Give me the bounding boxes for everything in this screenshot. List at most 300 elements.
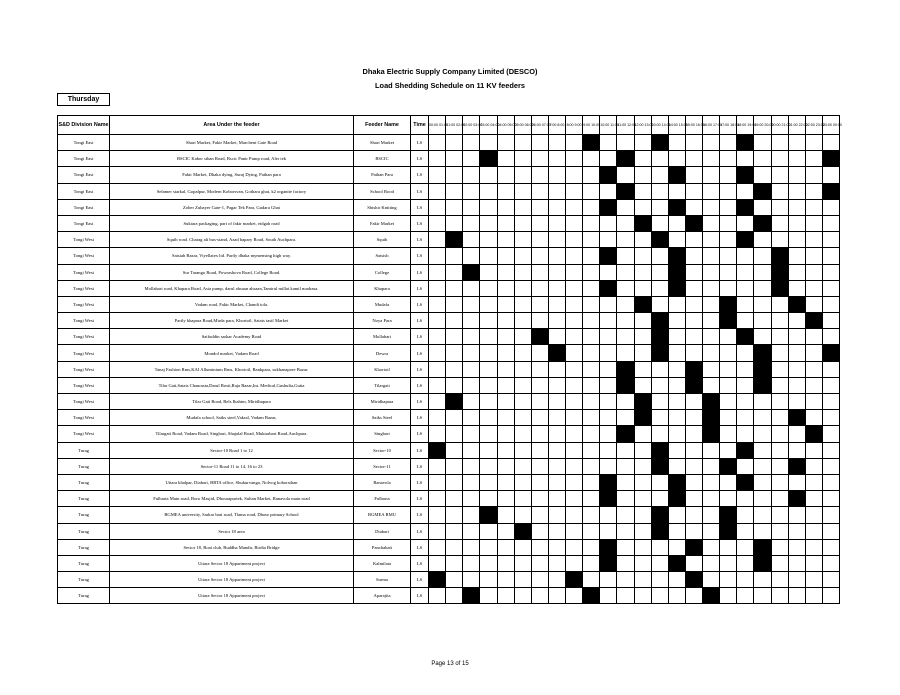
slot-cell: [617, 458, 634, 474]
slot-cell: [463, 361, 480, 377]
slot-cell: [720, 135, 737, 151]
slot-cell: [720, 555, 737, 571]
table-row: [58, 572, 840, 588]
slot-cell: [771, 539, 788, 555]
slot-cell: [737, 410, 754, 426]
slot-cell: [531, 426, 548, 442]
slot-cell: [463, 167, 480, 183]
feeder-cell: Squib: [354, 232, 411, 248]
slot-cell: [463, 135, 480, 151]
area-cell: Mondol market, Vadam Road: [110, 345, 354, 361]
slot-cell: [822, 167, 839, 183]
slot-cell: [429, 394, 446, 410]
slot-cell: [703, 296, 720, 312]
slot-cell: [668, 426, 685, 442]
slot-cell: [566, 313, 583, 329]
division-cell: Turag: [58, 491, 110, 507]
slot-cell: [497, 345, 514, 361]
slot-cell: [805, 572, 822, 588]
slot-cell: [497, 361, 514, 377]
table-row: [58, 167, 840, 183]
slot-cell: [754, 280, 771, 296]
slot-cell: [497, 474, 514, 490]
shedding-slot-cell: [600, 491, 617, 507]
division-cell: Tongi West: [58, 296, 110, 312]
slot-cell: [651, 491, 668, 507]
slot-cell: [497, 410, 514, 426]
slot-cell: [583, 361, 600, 377]
slot-cell: [754, 458, 771, 474]
slot-cell: [703, 313, 720, 329]
slot-cell: [788, 313, 805, 329]
slot-cell: [651, 183, 668, 199]
slot-cell: [600, 442, 617, 458]
division-cell: Tongi West: [58, 264, 110, 280]
shedding-slot-cell: [685, 361, 702, 377]
slot-cell: [548, 313, 565, 329]
slot-cell: [805, 394, 822, 410]
slot-cell: [600, 135, 617, 151]
slot-cell: [583, 248, 600, 264]
slot-cell: [668, 232, 685, 248]
slot-cell: [771, 442, 788, 458]
time-slot-header: 04:00 05:00: [497, 116, 514, 135]
slot-cell: [600, 523, 617, 539]
slot-cell: [634, 523, 651, 539]
slot-cell: [600, 329, 617, 345]
slot-cell: [822, 280, 839, 296]
slot-cell: [651, 572, 668, 588]
time-cell: LS: [411, 410, 429, 426]
slot-cell: [720, 491, 737, 507]
slot-cell: [548, 329, 565, 345]
slot-cell: [548, 410, 565, 426]
slot-cell: [720, 264, 737, 280]
slot-cell: [463, 426, 480, 442]
slot-cell: [668, 215, 685, 231]
shedding-slot-cell: [634, 296, 651, 312]
time-cell: LS: [411, 151, 429, 167]
slot-cell: [788, 183, 805, 199]
slot-cell: [583, 572, 600, 588]
slot-cell: [822, 199, 839, 215]
slot-cell: [720, 248, 737, 264]
slot-cell: [805, 539, 822, 555]
area-cell: BSCIC Kabor sthan Road, Bscic Panir Pump road, Aler tek: [110, 151, 354, 167]
slot-cell: [822, 588, 839, 604]
shedding-slot-cell: [600, 199, 617, 215]
slot-cell: [514, 248, 531, 264]
slot-cell: [429, 232, 446, 248]
slot-cell: [651, 377, 668, 393]
slot-cell: [788, 555, 805, 571]
slot-cell: [771, 232, 788, 248]
slot-cell: [514, 491, 531, 507]
shedding-slot-cell: [600, 539, 617, 555]
slot-cell: [566, 410, 583, 426]
slot-cell: [497, 232, 514, 248]
slot-cell: [651, 264, 668, 280]
slot-cell: [737, 523, 754, 539]
slot-cell: [685, 588, 702, 604]
table-row: [58, 539, 840, 555]
shedding-slot-cell: [720, 313, 737, 329]
slot-cell: [617, 280, 634, 296]
slot-cell: [566, 264, 583, 280]
slot-cell: [531, 523, 548, 539]
division-cell: Tongi West: [58, 361, 110, 377]
slot-cell: [463, 458, 480, 474]
time-slot-header: 17:00 18:00: [720, 116, 737, 135]
area-cell: Sector-10 Road 1 to 12: [110, 442, 354, 458]
slot-cell: [634, 474, 651, 490]
slot-cell: [788, 426, 805, 442]
slot-cell: [497, 572, 514, 588]
slot-cell: [634, 232, 651, 248]
shedding-slot-cell: [446, 232, 463, 248]
slot-cell: [651, 361, 668, 377]
slot-cell: [480, 215, 497, 231]
slot-cell: [446, 491, 463, 507]
slot-cell: [480, 361, 497, 377]
slot-cell: [583, 539, 600, 555]
slot-cell: [634, 345, 651, 361]
shedding-slot-cell: [788, 296, 805, 312]
slot-cell: [583, 329, 600, 345]
slot-cell: [634, 507, 651, 523]
slot-cell: [737, 588, 754, 604]
feeder-cell: Mollabari: [354, 329, 411, 345]
shedding-slot-cell: [617, 361, 634, 377]
slot-cell: [429, 426, 446, 442]
time-header: Time: [411, 116, 429, 135]
slot-cell: [531, 345, 548, 361]
table-row: [58, 151, 840, 167]
slot-cell: [754, 248, 771, 264]
shedding-slot-cell: [703, 426, 720, 442]
slot-cell: [446, 361, 463, 377]
time-cell: LS: [411, 135, 429, 151]
area-cell: Suktara packaging, part of fakir market, eidgah road: [110, 215, 354, 231]
slot-cell: [566, 458, 583, 474]
slot-cell: [651, 426, 668, 442]
slot-cell: [497, 507, 514, 523]
slot-cell: [531, 458, 548, 474]
slot-cell: [617, 215, 634, 231]
slot-cell: [754, 135, 771, 151]
slot-cell: [514, 167, 531, 183]
slot-cell: [548, 232, 565, 248]
slot-cell: [548, 199, 565, 215]
slot-cell: [583, 555, 600, 571]
table-row: [58, 458, 840, 474]
shedding-slot-cell: [703, 588, 720, 604]
slot-cell: [531, 394, 548, 410]
slot-cell: [617, 394, 634, 410]
time-cell: LS: [411, 313, 429, 329]
slot-cell: [617, 199, 634, 215]
area-cell: Mudafa school, Saiks steel,Vakral, Vadam Bazar,: [110, 410, 354, 426]
shedding-slot-cell: [600, 248, 617, 264]
slot-cell: [737, 215, 754, 231]
time-cell: LS: [411, 507, 429, 523]
shedding-slot-cell: [583, 588, 600, 604]
slot-cell: [463, 410, 480, 426]
slot-cell: [463, 329, 480, 345]
slot-cell: [429, 539, 446, 555]
slot-cell: [514, 572, 531, 588]
shedding-slot-cell: [720, 507, 737, 523]
slot-cell: [600, 313, 617, 329]
slot-cell: [531, 572, 548, 588]
company-title: Dhaka Electric Supply Company Limited (DESCO): [362, 67, 538, 76]
slot-cell: [685, 474, 702, 490]
shedding-slot-cell: [617, 426, 634, 442]
shedding-slot-cell: [617, 377, 634, 393]
slot-cell: [566, 215, 583, 231]
division-cell: Tongi East: [58, 215, 110, 231]
division-cell: Tongi West: [58, 345, 110, 361]
slot-cell: [634, 426, 651, 442]
division-cell: Tongi West: [58, 280, 110, 296]
slot-cell: [548, 442, 565, 458]
area-cell: Tilar Gati Road, Bels Ibahim, Miridhapara: [110, 394, 354, 410]
slot-cell: [514, 151, 531, 167]
slot-cell: [497, 491, 514, 507]
slot-cell: [805, 248, 822, 264]
slot-cell: [446, 410, 463, 426]
slot-cell: [771, 507, 788, 523]
slot-cell: [771, 426, 788, 442]
slot-cell: [531, 264, 548, 280]
slot-cell: [429, 458, 446, 474]
slot-cell: [668, 410, 685, 426]
feeder-cell: School Rood: [354, 183, 411, 199]
slot-cell: [737, 361, 754, 377]
slot-cell: [583, 199, 600, 215]
time-slot-header: 16:00 17:00: [703, 116, 720, 135]
slot-cell: [548, 523, 565, 539]
division-cell: Tongi East: [58, 183, 110, 199]
table-row: [58, 507, 840, 523]
slot-cell: [583, 394, 600, 410]
slot-cell: [805, 215, 822, 231]
slot-cell: [634, 280, 651, 296]
slot-cell: [583, 232, 600, 248]
slot-cell: [514, 442, 531, 458]
slot-cell: [771, 394, 788, 410]
shedding-slot-cell: [566, 572, 583, 588]
slot-cell: [651, 394, 668, 410]
slot-cell: [480, 588, 497, 604]
shedding-slot-cell: [583, 135, 600, 151]
area-cell: Sector-11 Road 11 to 14, 16 to 23: [110, 458, 354, 474]
slot-cell: [548, 426, 565, 442]
time-slot-header: 20:00 21:00: [771, 116, 788, 135]
slot-cell: [822, 135, 839, 151]
area-header: Area Under the feeder: [110, 116, 354, 135]
slot-cell: [463, 215, 480, 231]
slot-cell: [668, 572, 685, 588]
shedding-slot-cell: [771, 280, 788, 296]
slot-cell: [703, 215, 720, 231]
slot-cell: [703, 345, 720, 361]
slot-cell: [634, 442, 651, 458]
slot-cell: [600, 394, 617, 410]
slot-cell: [463, 572, 480, 588]
day-label: Thursday: [57, 93, 110, 106]
time-cell: LS: [411, 183, 429, 199]
slot-cell: [463, 491, 480, 507]
feeder-cell: Kalmilata: [354, 555, 411, 571]
table-row: [58, 377, 840, 393]
shedding-slot-cell: [600, 280, 617, 296]
slot-cell: [805, 151, 822, 167]
slot-cell: [480, 474, 497, 490]
slot-cell: [685, 199, 702, 215]
slot-cell: [600, 345, 617, 361]
slot-cell: [685, 232, 702, 248]
slot-cell: [548, 572, 565, 588]
table-row: [58, 345, 840, 361]
slot-cell: [788, 215, 805, 231]
slot-cell: [788, 248, 805, 264]
time-slot-header: 8:00 9:00: [566, 116, 583, 135]
slot-cell: [531, 588, 548, 604]
slot-cell: [446, 215, 463, 231]
slot-cell: [822, 296, 839, 312]
slot-cell: [531, 183, 548, 199]
slot-cell: [566, 474, 583, 490]
slot-cell: [771, 296, 788, 312]
slot-cell: [514, 264, 531, 280]
shedding-slot-cell: [651, 345, 668, 361]
time-cell: LS: [411, 474, 429, 490]
division-cell: Tongi West: [58, 410, 110, 426]
slot-cell: [429, 410, 446, 426]
feeder-cell: College: [354, 264, 411, 280]
slot-cell: [668, 329, 685, 345]
area-cell: Partly khapara Road,Mirda para, Khortoil, Satais tasif Market: [110, 313, 354, 329]
time-cell: LS: [411, 264, 429, 280]
slot-cell: [566, 167, 583, 183]
slot-cell: [651, 410, 668, 426]
slot-cell: [497, 426, 514, 442]
slot-cell: [480, 329, 497, 345]
slot-cell: [429, 151, 446, 167]
slot-cell: [429, 167, 446, 183]
area-cell: Tilar Gati,Satais Chaurasta,Darul Bosti,Raja Bazar,Int. Medical,Gushulia,Gutia: [110, 377, 354, 393]
shedding-slot-cell: [754, 183, 771, 199]
slot-cell: [720, 345, 737, 361]
slot-cell: [446, 151, 463, 167]
slot-cell: [703, 135, 720, 151]
slot-cell: [651, 280, 668, 296]
slot-cell: [600, 588, 617, 604]
slot-cell: [822, 313, 839, 329]
slot-cell: [720, 442, 737, 458]
shedding-slot-cell: [754, 377, 771, 393]
slot-cell: [651, 167, 668, 183]
slot-cell: [548, 377, 565, 393]
shedding-slot-cell: [531, 329, 548, 345]
division-cell: Tongi East: [58, 151, 110, 167]
slot-cell: [514, 296, 531, 312]
slot-cell: [720, 183, 737, 199]
slot-cell: [514, 215, 531, 231]
slot-cell: [600, 361, 617, 377]
slot-cell: [737, 248, 754, 264]
slot-cell: [805, 491, 822, 507]
slot-cell: [429, 377, 446, 393]
slot-cell: [634, 555, 651, 571]
division-cell: Turag: [58, 572, 110, 588]
time-cell: LS: [411, 588, 429, 604]
area-cell: Fakir Market, Dhaka dying, Suraj Dying, Pathan para: [110, 167, 354, 183]
slot-cell: [720, 280, 737, 296]
slot-cell: [531, 280, 548, 296]
slot-cell: [566, 588, 583, 604]
slot-cell: [822, 491, 839, 507]
slot-cell: [634, 199, 651, 215]
slot-cell: [805, 555, 822, 571]
slot-cell: [548, 474, 565, 490]
division-cell: Turag: [58, 539, 110, 555]
division-cell: Tongi East: [58, 135, 110, 151]
feeder-cell: Khapara: [354, 280, 411, 296]
slot-cell: [703, 199, 720, 215]
division-cell: Turag: [58, 442, 110, 458]
shedding-slot-cell: [822, 345, 839, 361]
feeder-cell: Pathan Para: [354, 167, 411, 183]
area-cell: Sector 18 area: [110, 523, 354, 539]
slot-cell: [514, 426, 531, 442]
slot-cell: [651, 474, 668, 490]
feeder-cell: Sector-10: [354, 442, 411, 458]
table-header-row: [58, 116, 840, 135]
shedding-slot-cell: [480, 507, 497, 523]
slot-cell: [480, 491, 497, 507]
slot-cell: [788, 442, 805, 458]
slot-cell: [429, 345, 446, 361]
slot-cell: [737, 491, 754, 507]
slot-cell: [600, 410, 617, 426]
slot-cell: [685, 491, 702, 507]
slot-cell: [514, 135, 531, 151]
slot-cell: [600, 507, 617, 523]
slot-cell: [685, 151, 702, 167]
slot-cell: [788, 394, 805, 410]
slot-cell: [668, 345, 685, 361]
table-row: [58, 410, 840, 426]
slot-cell: [668, 296, 685, 312]
shedding-slot-cell: [805, 313, 822, 329]
slot-cell: [429, 523, 446, 539]
time-cell: LS: [411, 199, 429, 215]
slot-cell: [583, 215, 600, 231]
time-slot-header: 05:00 06:00: [514, 116, 531, 135]
slot-cell: [703, 248, 720, 264]
slot-cell: [771, 215, 788, 231]
time-slot-header: 01:00 02:00: [446, 116, 463, 135]
slot-cell: [617, 296, 634, 312]
slot-cell: [805, 507, 822, 523]
slot-cell: [497, 458, 514, 474]
slot-cell: [685, 523, 702, 539]
slot-cell: [480, 572, 497, 588]
shedding-slot-cell: [651, 329, 668, 345]
table-row: [58, 361, 840, 377]
